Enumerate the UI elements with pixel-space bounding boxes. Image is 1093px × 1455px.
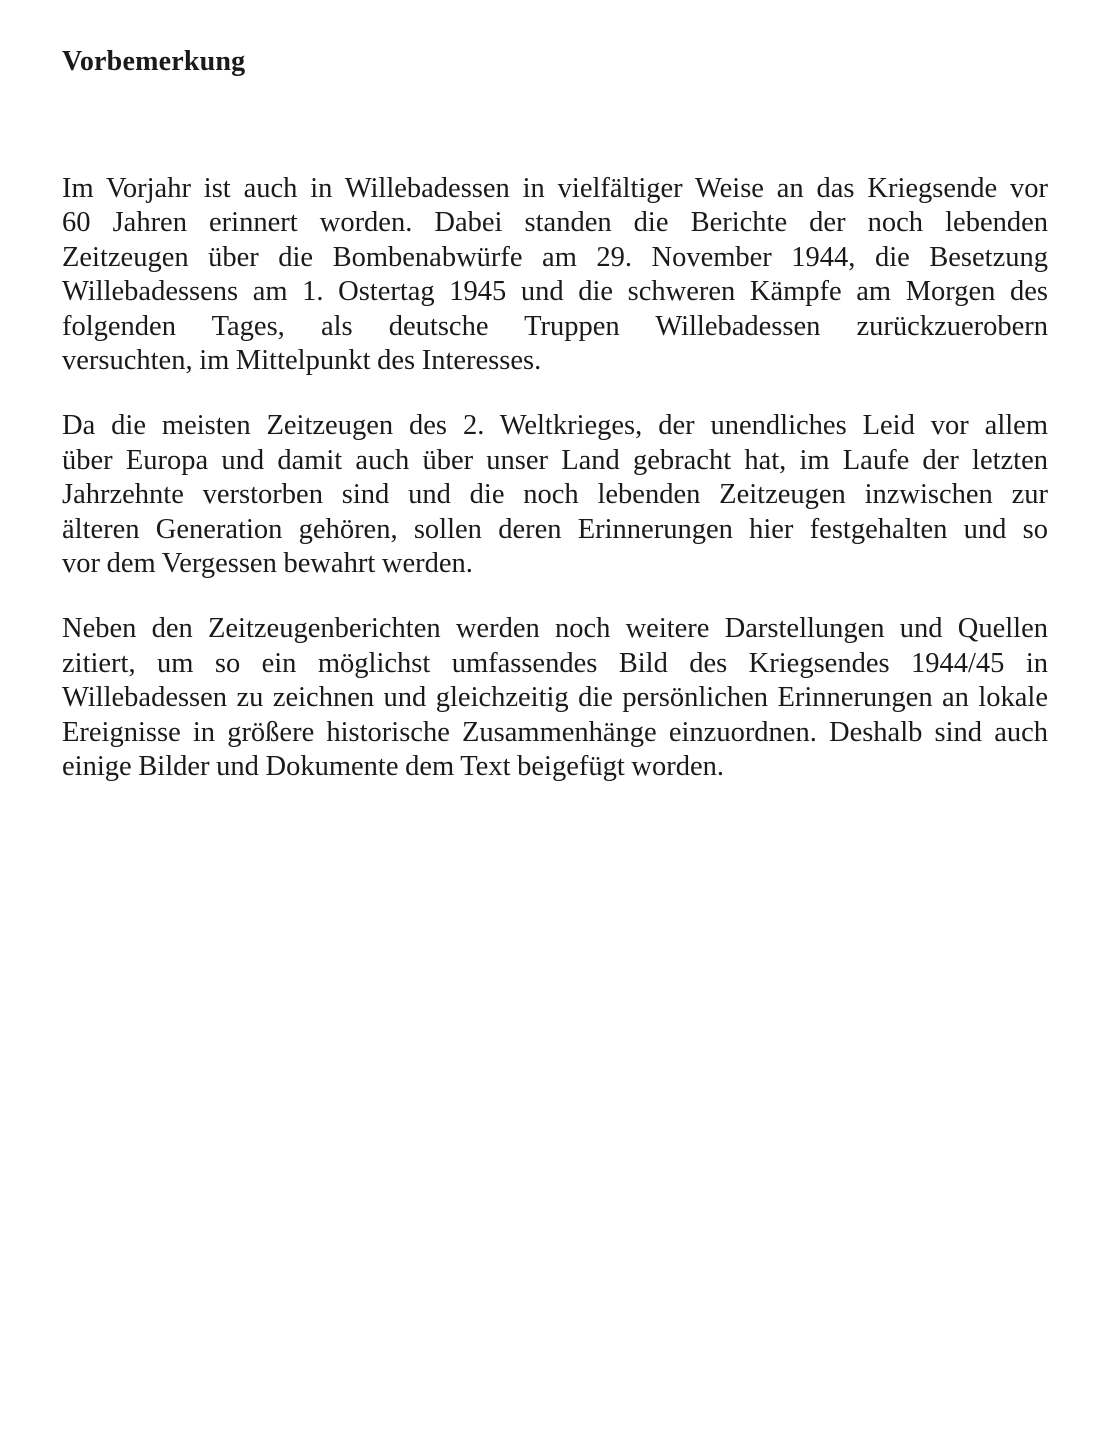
text-line: Willebadessen zu zeichnen und gleichzeitig die persönlichen Erinnerungen an lokale <box>62 682 1048 714</box>
text-line: Im Vorjahr ist auch in Willebadessen in vielfältiger Weise an das Kriegsende vor <box>62 173 1048 204</box>
text-line: Neben den Zeitzeugenberichten werden noch weitere Darstellungen und Quellen <box>62 613 1048 645</box>
text-line: zitiert, um so ein möglichst umfassendes Bild des Kriegsendes 1944/45 in <box>62 647 1048 679</box>
paragraph-1 <box>62 172 1048 378</box>
page-title: Vorbemerkung <box>62 46 246 77</box>
text-line: Willebadessens am 1. Ostertag 1945 und die schweren Kämpfe am Morgen des <box>62 276 1048 308</box>
text-line: älteren Generation gehören, sollen deren Erinnerungen hier festgehalten und so <box>62 513 1048 545</box>
text-line: über Europa und damit auch über unser Land gebracht hat, im Laufe der letzten <box>62 444 1048 476</box>
paragraph-3 <box>62 612 1048 784</box>
body-text <box>62 172 1048 816</box>
text-line: versuchten, im Mittelpunkt des Interesses. <box>62 345 542 377</box>
paragraph-2 <box>62 409 1048 581</box>
text-line: einige Bilder und Dokumente dem Text beigefügt worden. <box>62 751 724 783</box>
text-line: Jahrzehnte verstorben sind und die noch lebenden Zeitzeugen inzwischen zur <box>62 479 1048 511</box>
text-line: folgenden Tages, als deutsche Truppen Willebadessen zurückzuerobern <box>62 310 1048 342</box>
text-line: vor dem Vergessen bewahrt werden. <box>62 548 473 580</box>
text-line: Da die meisten Zeitzeugen des 2. Weltkrieges, der unendliches Leid vor allem <box>62 410 1048 442</box>
text-line: Zeitzeugen über die Bombenabwürfe am 29. November 1944, die Besetzung <box>62 241 1048 273</box>
text-line: 60 Jahren erinnert worden. Dabei standen die Berichte der noch lebenden <box>62 207 1048 239</box>
text-line: Ereignisse in größere historische Zusammenhänge einzuordnen. Deshalb sind auch <box>62 716 1048 748</box>
